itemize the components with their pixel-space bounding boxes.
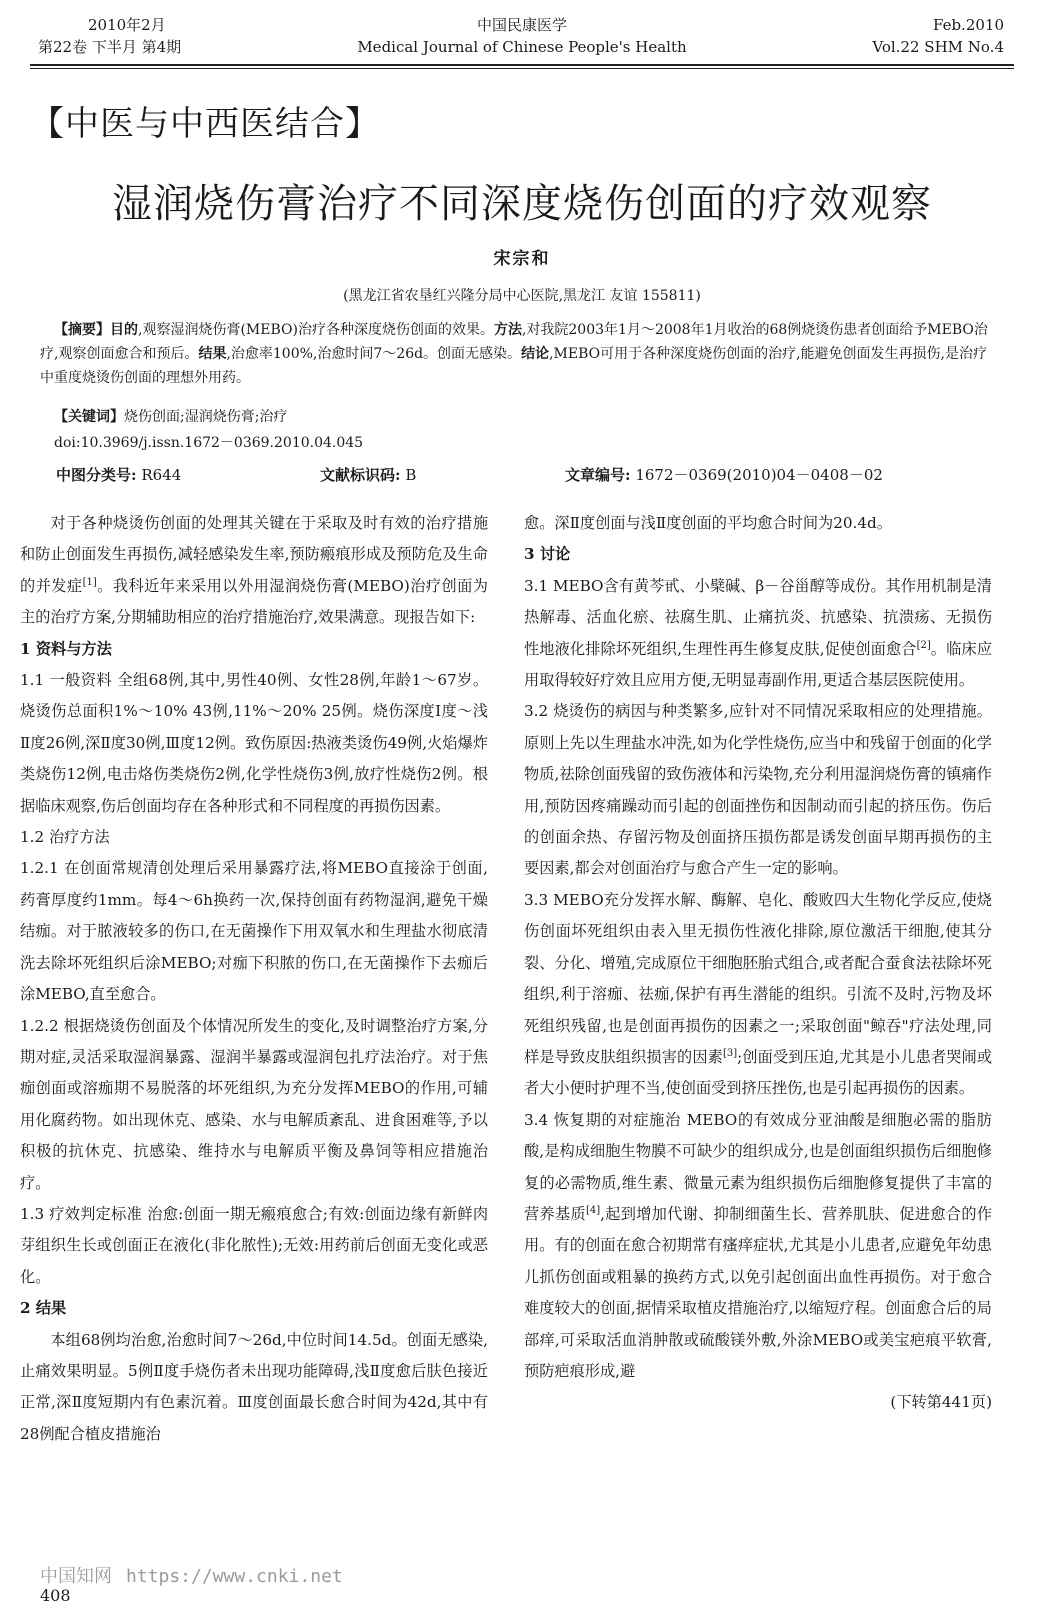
- running-header-right: [872, 14, 1004, 58]
- clc-number: [56, 464, 181, 485]
- results-paragraph: 本组68例均治愈,治愈时间7～26d,中位时间14.5d。创面无感染,止痛效果明显。5例Ⅱ度手烧伤者未出现功能障碍,浅Ⅱ度愈后肤色接近正常,深Ⅱ度短期内有色素沉着。Ⅲ度创面最长愈合时间为42d,其中有28例配合植皮措施治: [20, 1330, 488, 1443]
- document-code-value: B: [405, 466, 417, 484]
- section-1-2-2-text: 根据烧烫伤创面及个体情况所发生的变化,及时调整治疗方案,分期对症,灵活采取湿润暴露、湿润半暴露或湿润包扎疗法治疗。对于焦痂创面或溶痂期不易脱落的坏死组织,为充分发挥MEBO的作用,可辅用化腐药物。如出现休克、感染、水与电解质紊乱、进食困难等,予以积极的抗休克、抗感染、维持水与电解质平衡及鼻饲等相应措施治疗。: [20, 1016, 489, 1192]
- header-volume: 第22卷 下半月 第4期: [38, 38, 182, 56]
- document-code: [320, 464, 416, 485]
- abstract-method: ,对我院2003年1月～2008年1月收治的68例烧烫伤患者创面给予MEBO治疗,观察创面愈合和预后。: [40, 322, 988, 362]
- section-3-4-tail: ,起到增加代谢、抑制细菌生长、营养肌肤、促进愈合的作用。有的创面在愈合初期常有瘙痒症状,尤其是小儿患者,应避免年幼患儿抓伤创面或粗暴的换药方式,以免引起创面出血性再损伤。对于愈合难度较大的创面,据情采取植皮措施治疗,以缩短疗程。创面愈合后的局部痒,可采取活血消肿散或硫酸镁外敷,外涂MEBO或美宝疤痕平软膏,预防疤痕形成,避: [524, 1204, 993, 1380]
- abstract-result: ,治愈率100%,治愈时间7～26d。创面无感染。: [226, 346, 522, 362]
- results-paragraph-continued: 愈。深Ⅱ度创面与浅Ⅱ度创面的平均愈合时间为20.4d。: [524, 514, 892, 532]
- right-column: [524, 508, 992, 1419]
- keywords-label: 【关键词】: [54, 409, 124, 425]
- section-3-4-label: 3.4 恢复期的对症施治: [524, 1110, 682, 1129]
- doi: doi:10.3969/j.issn.1672－0369.2010.04.045: [54, 435, 364, 451]
- section-1-2-2-label: 1.2.2: [20, 1016, 59, 1035]
- header-volume-en: Vol.22 SHM No.4: [872, 38, 1004, 56]
- header-date: 2010年2月: [88, 16, 166, 34]
- section-1-1-text: 全组68例,其中,男性40例、女性28例,年龄1～67岁。烧烫伤总面积1%～10% 43例,11%～20% 25例。烧伤深度Ⅰ度～浅Ⅱ度26例,深Ⅱ度30例,Ⅲ度12例。致伤原因:热液类烫伤49例,火焰爆炸类烧伤12例,电击烙伤类烧伤2例,化学性烧伤3例,放疗性烧伤2例。根据临床观察,伤后创面均存在各种形式和不同程度的再损伤因素。: [20, 671, 489, 815]
- abstract: [40, 318, 1000, 390]
- keywords: [40, 406, 287, 426]
- clc-label: 中图分类号:: [56, 466, 137, 484]
- header-date-en: Feb.2010: [932, 16, 1004, 34]
- section-3-1-text: 3.1 MEBO含有黄芩甙、小檗碱、β－谷甾醇等成份。其作用机制是清热解毒、活血化瘀、祛腐生肌、止痛抗炎、抗感染、抗溃疡、无损伤性地液化排除坏死组织,生理性再生修复皮肤,促使创面愈合: [524, 576, 992, 658]
- left-column: [20, 508, 488, 1450]
- citation-3: [3]: [722, 1047, 738, 1059]
- watermark-name: 中国知网: [40, 1566, 112, 1587]
- section-1-2-2: [20, 1011, 488, 1199]
- abstract-result-label: 结果: [198, 346, 227, 362]
- article-number: [565, 464, 883, 485]
- heading-discussion: 3 讨论: [524, 545, 571, 564]
- abstract-method-label: 方法: [493, 322, 522, 338]
- heading-results: 2 结果: [20, 1299, 67, 1318]
- section-1-2-1-text: 在创面常规清创处理后采用暴露疗法,将MEBO直接涂于创面,药膏厚度约1mm。每4～6h换药一次,保持创面有药物湿润,避免干燥结痂。对于脓液较多的伤口,在无菌操作下用双氧水和生理盐水彻底清洗去除坏死组织后涂MEBO;对痂下积脓的伤口,在无菌操作下去痂后涂MEBO,直至愈合。: [20, 859, 488, 1004]
- watermark-url[interactable]: https://www.cnki.net: [126, 1566, 343, 1587]
- abstract-objective: ,观察湿润烧伤膏(MEBO)治疗各种深度烧伤创面的效果。: [138, 322, 494, 338]
- article-number-label: 文章编号:: [565, 466, 631, 484]
- intro-text-tail: 。我科近年来采用以外用湿润烧伤膏(MEBO)治疗创面为主的治疗方案,分期辅助相应的治疗措施治疗,效果满意。现报告如下:: [20, 576, 488, 627]
- clc-value: R644: [141, 466, 182, 484]
- abstract-conclusion-label: 结论: [521, 346, 550, 362]
- section-1-3: [20, 1199, 488, 1293]
- author: 宋宗和: [493, 249, 551, 269]
- abstract-objective-label: 目的: [110, 322, 138, 338]
- section-3-1: [524, 571, 992, 697]
- intro-paragraph: [20, 508, 488, 634]
- section-3-3-text: 3.3 MEBO充分发挥水解、酶解、皂化、酸败四大生物化学反应,使烧伤创面坏死组织由表入里无损伤性液化排除,原位激活干细胞,使其分裂、分化、增殖,完成原位干细胞胚胎式组合,或者配合蚕食法祛除坏死组织,利于溶痂、祛痂,保护有再生潜能的组织。引流不及时,污物及坏死组织残留,也是创面再损伤的因素之一;采取创面"鲸吞"疗法处理,同样是导致皮肤组织损害的因素: [524, 890, 992, 1066]
- citation-2: [2]: [916, 639, 931, 651]
- section-3-4: [524, 1105, 992, 1388]
- section-3-2: 3.2 烧烫伤的病因与种类繁多,应针对不同情况采取相应的处理措施。原则上先以生理盐水冲洗,如为化学性烧伤,应当中和残留于创面的化学物质,祛除创面残留的致伤液体和污染物,充分利用湿润烧伤膏的镇痛作用,预防因疼痛躁动而引起的创面挫伤和因制动而引起的挤压伤。伤后的创面余热、存留污物及创面挤压损伤都是诱发创面早期再损伤的主要因素,都会对创面治疗与愈合产生一定的影响。: [524, 702, 992, 878]
- cnki-watermark: [40, 1562, 357, 1588]
- header-rule: [30, 64, 1014, 66]
- section-3-4-text: MEBO的有效成分亚油酸是细胞必需的脂肪酸,是构成细胞生物膜不可缺少的组织成分,也是创面组织损伤后细胞修复的必需物质,维生素、微量元素为组织损伤后细胞修复提供了丰富的营养基质: [524, 1110, 992, 1223]
- keywords-text: 烧伤创面;湿润烧伤膏;治疗: [124, 409, 288, 425]
- journal-name-en: Medical Journal of Chinese People's Health: [357, 38, 687, 56]
- journal-name-cn: 中国民康医学: [476, 16, 567, 34]
- page-number: 408: [40, 1586, 71, 1605]
- document-code-label: 文献标识码:: [320, 466, 401, 484]
- section-3-1-tail: 。临床应用取得较好疗效且应用方便,无明显毒副作用,更适合基层医院使用。: [524, 639, 993, 690]
- citation-4: [4]: [585, 1204, 601, 1216]
- section-3-3-tail: ;创面受到压迫,尤其是小儿患者哭闹或者大小便时护理不当,使创面受到挤压挫伤,也是引起再损伤的因素。: [524, 1047, 993, 1098]
- article-number-value: 1672－0369(2010)04－0408－02: [635, 466, 883, 484]
- header-rule-thin: [30, 68, 1014, 69]
- section-1-3-label: 1.3 疗效判定标准: [20, 1204, 143, 1223]
- abstract-conclusion: ,MEBO可用于各种深度烧伤创面的治疗,能避免创面发生再损伤,是治疗中重度烧烫伤创面的理想外用药。: [40, 346, 987, 386]
- affiliation: (黑龙江省农垦红兴隆分局中心医院,黑龙江 友谊 155811): [343, 288, 701, 304]
- intro-text: 对于各种烧烫伤创面的处理其关键在于采取及时有效的治疗措施和防止创面发生再损伤,减轻感染发生率,预防瘢痕形成及预防危及生命的并发症: [20, 514, 488, 595]
- continued-note: (下转第441页): [890, 1393, 992, 1412]
- section-1-2-1: [20, 853, 488, 1010]
- citation-1: [1]: [82, 576, 97, 588]
- heading-1-2: 1.2 治疗方法: [20, 828, 110, 847]
- section-1-2-1-label: 1.2.1: [20, 859, 59, 878]
- section-tag: 【中医与中西医结合】: [30, 104, 380, 144]
- section-1-1: [20, 665, 488, 822]
- section-1-3-text: 治愈:创面一期无瘢痕愈合;有效:创面边缘有新鲜肉芽组织生长或创面正在液化(非化脓性);无效:用药前后创面无变化或恶化。: [20, 1204, 489, 1286]
- heading-materials-methods: 1 资料与方法: [20, 639, 112, 658]
- section-3-3: [524, 885, 992, 1105]
- abstract-label: 【摘要】: [54, 322, 110, 338]
- article-title: 湿润烧伤膏治疗不同深度烧伤创面的疗效观察: [112, 181, 932, 227]
- section-1-1-label: 1.1 一般资料: [20, 671, 113, 690]
